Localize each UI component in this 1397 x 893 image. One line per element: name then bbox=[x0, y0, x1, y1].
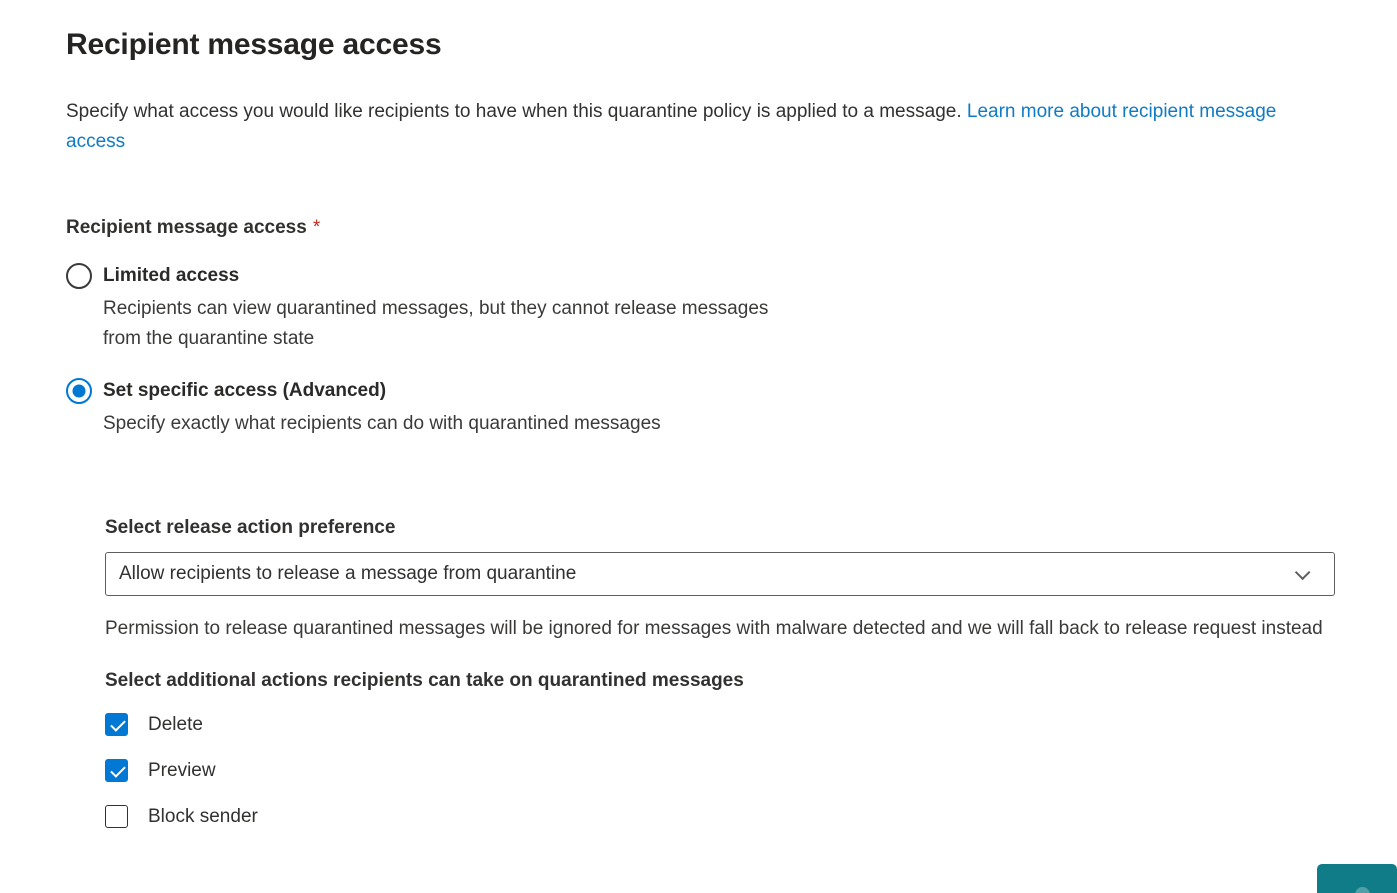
radio-description: Recipients can view quarantined messages, but they cannot release messages from the quarantine state bbox=[103, 298, 769, 349]
learn-more-link[interactable]: Learn more about recipient message access bbox=[66, 101, 1277, 152]
page-description bbox=[66, 97, 1337, 157]
field-label-text: Recipient message access bbox=[66, 217, 307, 238]
radio-limited-access[interactable] bbox=[66, 263, 1337, 289]
recipient-access-field-label bbox=[66, 217, 1337, 239]
checkbox-icon[interactable] bbox=[105, 713, 128, 736]
checkbox-label[interactable]: Delete bbox=[148, 713, 203, 735]
radio-set-specific-access[interactable] bbox=[66, 378, 1337, 404]
radio-label[interactable]: Limited access bbox=[103, 265, 240, 286]
radio-button-icon[interactable] bbox=[66, 378, 92, 404]
radio-option-limited-access bbox=[66, 263, 1337, 354]
dropdown-selected-value: Allow recipients to release a message from quarantine bbox=[119, 563, 577, 584]
additional-actions-label: Select additional actions recipients can take on quarantined messages bbox=[105, 670, 744, 691]
checkbox-icon[interactable] bbox=[105, 805, 128, 828]
page-title: Recipient message access bbox=[66, 28, 442, 61]
release-preference-label: Select release action preference bbox=[105, 517, 396, 538]
required-asterisk: * bbox=[312, 217, 321, 238]
advanced-access-section bbox=[105, 517, 1337, 830]
additional-actions-list bbox=[105, 711, 1337, 830]
checkbox-label[interactable]: Preview bbox=[148, 759, 216, 781]
radio-option-set-specific-access bbox=[66, 378, 1337, 439]
checkbox-row-block-sender[interactable] bbox=[105, 803, 1337, 830]
radio-description: Specify exactly what recipients can do with quarantined messages bbox=[103, 413, 661, 434]
checkbox-icon[interactable] bbox=[105, 759, 128, 782]
radio-label[interactable]: Set specific access (Advanced) bbox=[103, 380, 387, 401]
help-icon bbox=[1355, 887, 1370, 893]
chevron-down-icon bbox=[1295, 564, 1311, 580]
release-action-dropdown[interactable] bbox=[105, 552, 1335, 596]
radio-button-icon[interactable] bbox=[66, 263, 92, 289]
checkbox-row-delete[interactable] bbox=[105, 711, 1337, 738]
recipient-access-radio-group bbox=[66, 263, 1337, 439]
release-permission-note: Permission to release quarantined messages will be ignored for messages with malware detected and we will fall back to release request instead bbox=[105, 618, 1323, 639]
help-button[interactable] bbox=[1317, 864, 1397, 893]
page-description-text: Specify what access you would like recipients to have when this quarantine policy is applied to a message. bbox=[66, 101, 967, 122]
checkbox-label[interactable]: Block sender bbox=[148, 805, 258, 827]
checkbox-row-preview[interactable] bbox=[105, 757, 1337, 784]
